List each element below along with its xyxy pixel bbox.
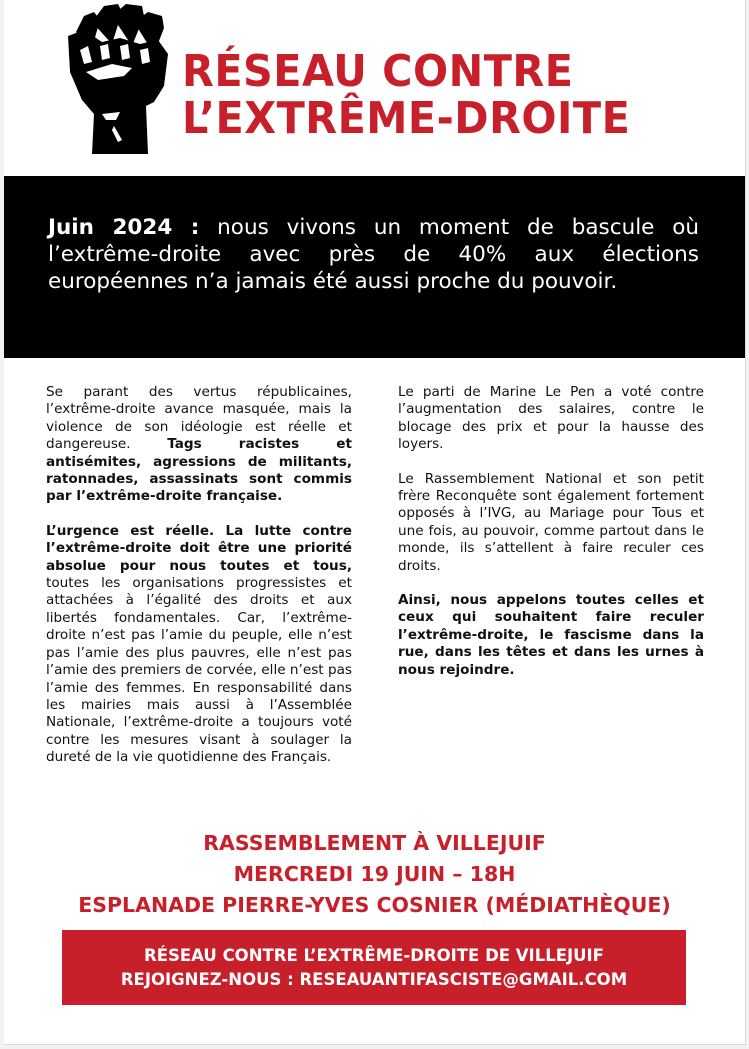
intro-banner [4, 176, 745, 358]
event-location: ESPLANADE PIERRE-YVES COSNIER (MÉDIATHÈQUE) [78, 893, 671, 917]
event-title: RASSEMBLEMENT À VILLEJUIF [203, 831, 546, 855]
flyer-title [182, 48, 630, 142]
intro-text [48, 214, 699, 295]
title-line-1: RÉSEAU CONTRE [182, 46, 574, 97]
body-columns [46, 384, 704, 804]
left-p2-text: toutes les organisations progressistes et attachées à l’égalité des droits et aux libertés fondamentales. Car, l’extrême-droite n’est pas l’amie du peuple, elle n’est pas l’amie des plus pauvres, elle n’est pas l’amie des premiers de corvée, elle n’est pas l’amie des femmes. En responsabilité dans les mairies mais aussi à l’Assemblée Nationale, l’extrême-droite a toujours voté contre les mesures visant à soulager la dureté de la vie quotidienne des Français. [46, 575, 352, 766]
left-p2-bold: L’urgence est réelle. La lutte contre l’extrême-droite doit être une priorité absolue pour nous toutes et tous, [46, 522, 352, 574]
raised-fist-icon [62, 2, 172, 154]
left-paragraph-2 [46, 523, 352, 767]
flyer-header [4, 0, 745, 176]
event-details [4, 828, 745, 921]
left-paragraph-1 [46, 384, 352, 506]
contact-footer [62, 930, 686, 1005]
right-paragraph-3 [398, 592, 704, 679]
intro-lead-text: nous vivons un moment de bascule où l’extrême-droite avec près de 40% aux élections européennes n’a jamais été aussi proche du pouvoir. [48, 215, 699, 294]
footer-text [62, 944, 686, 992]
footer-contact-email: REJOIGNEZ-NOUS : RESEAUANTIFASCISTE@GMAIL.COM [120, 970, 628, 989]
footer-org-name: RÉSEAU CONTRE L’EXTRÊME-DROITE DE VILLEJUIF [144, 946, 604, 965]
right-paragraph-1: Le parti de Marine Le Pen a voté contre l’augmentation des salaires, contre le blocage des prix et pour la hausse des loyers. [398, 384, 704, 453]
event-date: MERCREDI 19 JUIN – 18H [233, 862, 516, 886]
flyer-page [4, 0, 746, 1045]
right-paragraph-2: Le Rassemblement National et son petit frère Reconquête sont également fortement opposés à l’IVG, au Mariage pour Tous et une fois, au pouvoir, comme partout dans le monde, ils s’attellent à faire reculer ces droits. [398, 470, 704, 574]
title-line-2: L’EXTRÊME-DROITE [182, 93, 631, 144]
left-p1-text: Se parant des vertus républicaines, l’extrême-droite avance masquée, mais la violence de son idéologie est réelle et dangereuse. [46, 384, 352, 453]
left-p1-bold: Tags racistes et antisémites, agressions de militants, ratonnades, assassinats sont commis par l’extrême-droite française. [46, 436, 352, 505]
right-column [398, 384, 704, 696]
intro-lead-bold: Juin 2024 : [48, 215, 200, 240]
left-column [46, 384, 352, 784]
right-p3-bold: Ainsi, nous appelons toutes celles et ceux qui souhaitent faire reculer l’extrême-droite, le fascisme dans la rue, dans les têtes et dans les urnes à nous rejoindre. [398, 592, 704, 678]
